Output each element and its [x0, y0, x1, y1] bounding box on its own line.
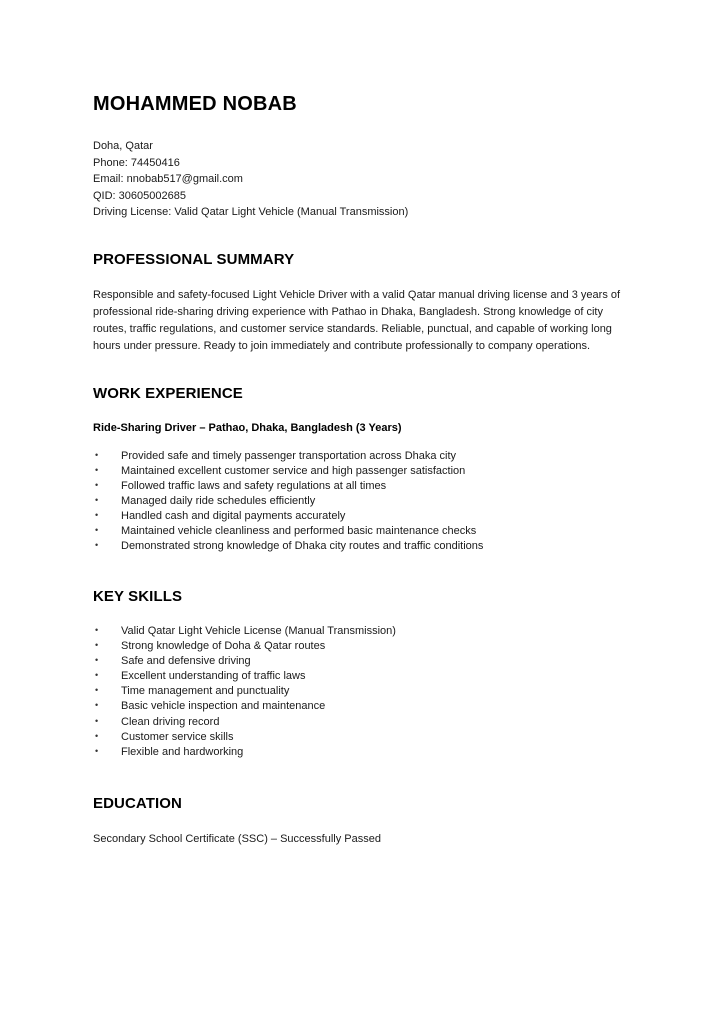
contact-driving-license: Driving License: Valid Qatar Light Vehicle (Manual Transmission)	[93, 206, 409, 218]
list-item: • Flexible and hardworking	[93, 745, 631, 760]
work-experience-list	[93, 449, 631, 554]
list-item: • Valid Qatar Light Vehicle License (Manual Transmission)	[93, 624, 631, 639]
section-title-professional-summary: PROFESSIONAL SUMMARY	[93, 250, 295, 268]
contact-block	[93, 138, 631, 221]
section-title-work-experience: WORK EXPERIENCE	[93, 384, 243, 402]
contact-location: Doha, Qatar	[93, 140, 153, 152]
section-professional-summary	[93, 251, 631, 355]
list-item: • Time management and punctuality	[93, 684, 631, 699]
list-item: • Maintained vehicle cleanliness and performed basic maintenance checks	[93, 524, 631, 539]
list-item: • Safe and defensive driving	[93, 654, 631, 669]
section-key-skills	[93, 588, 631, 759]
list-item: • Maintained excellent customer service and high passenger satisfaction	[93, 464, 631, 479]
key-skills-list	[93, 624, 631, 759]
list-item: • Demonstrated strong knowledge of Dhaka city routes and traffic conditions	[93, 539, 631, 554]
section-work-experience	[93, 385, 631, 554]
page-title: MOHAMMED NOBAB	[93, 93, 297, 115]
education-text: Secondary School Certificate (SSC) – Successfully Passed	[93, 833, 381, 846]
list-item: • Provided safe and timely passenger transportation across Dhaka city	[93, 449, 631, 464]
list-item: • Excellent understanding of traffic laws	[93, 669, 631, 684]
contact-email: Email: nnobab517@gmail.com	[93, 173, 243, 185]
list-item: • Strong knowledge of Doha & Qatar routes	[93, 639, 631, 654]
list-item: • Handled cash and digital payments accurately	[93, 509, 631, 524]
resume-content	[93, 92, 631, 878]
list-item: • Followed traffic laws and safety regulations at all times	[93, 479, 631, 494]
job-title: Ride-Sharing Driver – Pathao, Dhaka, Bangladesh (3 Years)	[93, 421, 402, 434]
contact-phone: Phone: 74450416	[93, 156, 180, 169]
contact-qid: QID: 30605002685	[93, 189, 186, 202]
list-item: • Clean driving record	[93, 715, 631, 730]
section-education	[93, 795, 631, 848]
professional-summary-text: Responsible and safety-focused Light Vehicle Driver with a valid Qatar manual driving license and 3 years of professional ride-sharing driving experience with Pathao in Dhaka, Bangladesh. Strong knowledge of city routes, traffic regulations, and customer service standards. Reliable, punctual, and capable of working long hours under pressure. Ready to join immediately and contribute professionally to company operations.	[93, 288, 621, 352]
section-title-education: EDUCATION	[93, 795, 182, 813]
list-item: • Customer service skills	[93, 730, 631, 745]
section-title-key-skills: KEY SKILLS	[93, 587, 183, 605]
list-item: • Managed daily ride schedules efficiently	[93, 494, 631, 509]
list-item: • Basic vehicle inspection and maintenance	[93, 699, 631, 714]
